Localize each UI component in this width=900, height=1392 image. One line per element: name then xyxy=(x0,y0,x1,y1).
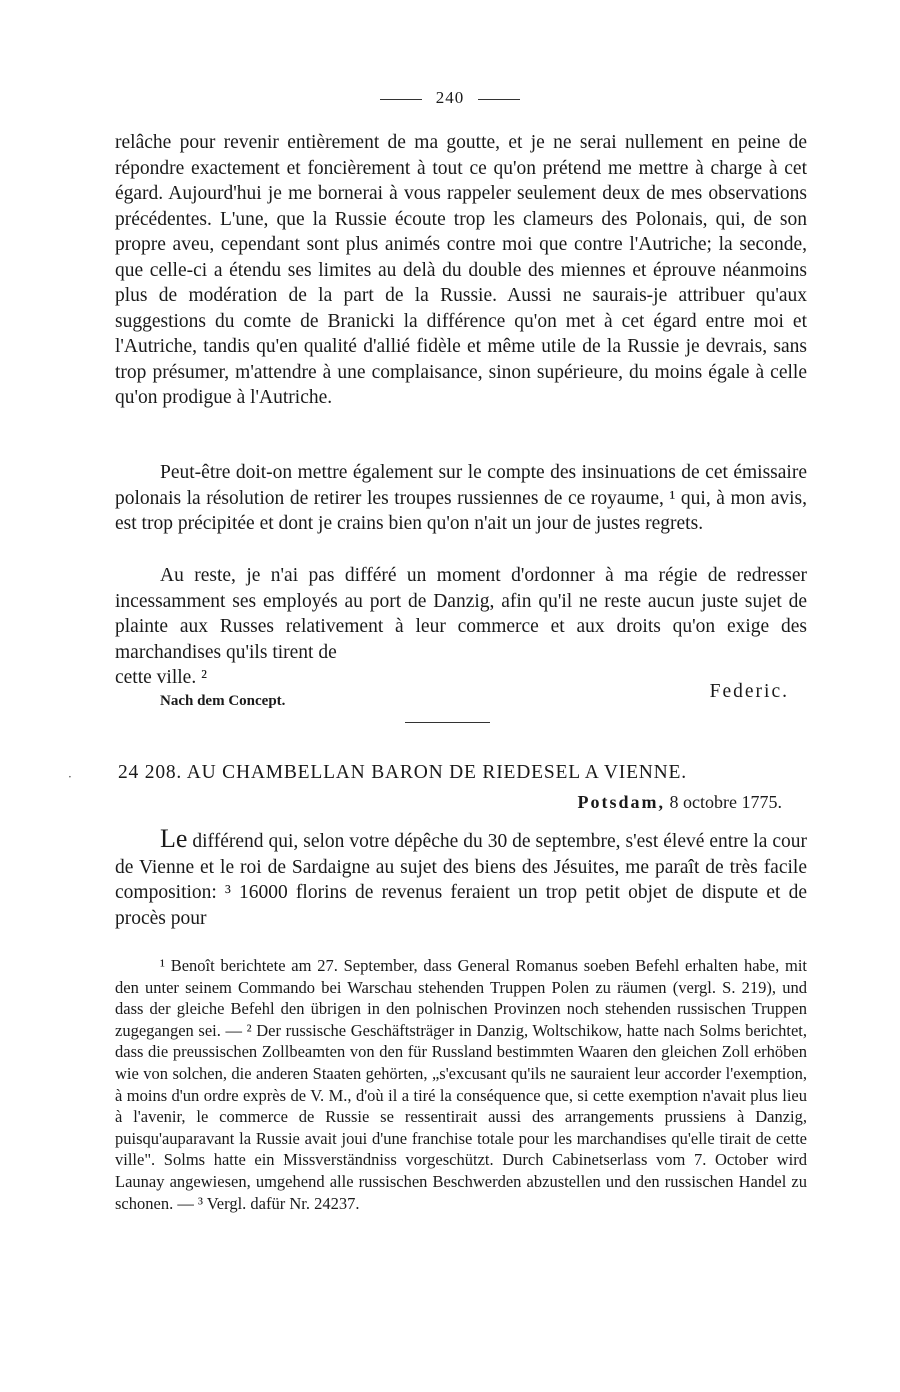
signature: Federic. xyxy=(709,681,789,702)
paragraph-1-text: relâche pour revenir entièrement de ma goutte, et je ne serai nullement en peine de répondre exactement et foncièrement à tout ce qu'on prétend me mettre à charge à cet égard. Aujourd'hui je me bornerai à vous rappeler seulement deux de mes observations précédentes. L'une, que la Russie écoute trop les clameurs des Polonais, qui, de son propre aveu, cependant sont plus animés contre moi que contre l'Autriche; la seconde, que celle-ci a étendu ses limites au delà du double des miennes et éprouve néanmoins plus de modération de la part de la Russie. Aussi ne saurais-je attribuer qu'aux suggestions du comte de Branicki la différence qu'on met à cet égard entre moi et l'Autriche, tandis qu'en qualité d'allié fidèle et même utile de la Russie je devrais, sans trop présumer, m'attendre à une complaisance, sinon supérieure, du moins égale à celle qu'on prodigue à l'Autriche. xyxy=(115,132,807,408)
source-note: Nach dem Concept. xyxy=(160,693,286,709)
closing-line: cette ville. ² xyxy=(115,667,207,688)
dateline xyxy=(578,792,782,813)
letter-body xyxy=(115,826,807,931)
page-number: 240 xyxy=(435,88,465,107)
letter-heading: 24 208. AU CHAMBELLAN BARON DE RIEDESEL A VIENNE. xyxy=(118,762,687,783)
footnotes xyxy=(115,955,807,1214)
header-rule-left xyxy=(380,99,422,100)
dateline-date: 8 octobre 1775. xyxy=(669,792,782,812)
paragraph-3-text: Au reste, je n'ai pas différé un moment d'ordonner à ma régie de redresser incessamment ses employés au port de Danzig, afin qu'il ne reste aucun juste sujet de plainte aux Russes relativement à leur commerce et aux droits qu'on exige des marchandises qu'ils tirent de xyxy=(115,565,807,663)
page-header xyxy=(0,88,900,108)
paragraph-1 xyxy=(115,130,807,411)
section-divider xyxy=(405,722,490,723)
letter-body-text xyxy=(115,826,807,931)
margin-mark: · xyxy=(68,770,72,784)
letter-dropcap: Le xyxy=(160,824,188,853)
paragraph-2-text: Peut-être doit-on mettre également sur le compte des insinuations de cet émissaire polonais la résolution de retirer les troupes russiennes de ce royaume, ¹ qui, à mon avis, est trop précipitée et dont je crains bien qu'on n'ait un jour de justes regrets. xyxy=(115,462,807,534)
footnote-text: ¹ Benoît berichtete am 27. September, dass General Romanus soeben Befehl erhalten habe, mit den unter seinem Commando bei Warschau stehenden Truppen Polen zu räumen (vergl. S. 219), und dass der gleiche Befehl den übrigen in den polnischen Provinzen noch stehenden russischen Truppen zugegangen sei. — ² Der russische Geschäftsträger in Danzig, Woltschikow, hatte nach Solms berichtet, dass die preussischen Zollbeamten von den für Russland bestimmten Waaren den gleichen Zoll erhöben wie von solchen, die anderen Staaten gehörten, „s'excusant qu'ils ne sauraient leur accorder l'exemption, à moins d'un ordre exprès de V. M., d'où il a tiré la conséquence que, si cette exemption n'avait plus lieu à l'avenir, le commerce de Russie se ressentirait aussi des arrangements prussiens à Danzig, puisqu'auparavant la Russie avait joui d'une franchise totale pour les marchandises qu'elle tirait de cette ville". Solms hatte ein Missverständniss vorgeschützt. Durch Cabinetserlass vom 7. October wird Launay angewiesen, umgehend alle russischen Beschwerden abzustellen und den russischen Handel zu schonen. — ³ Vergl. dafür Nr. 24237. xyxy=(115,956,807,1213)
paragraph-2 xyxy=(115,460,807,537)
paragraph-3 xyxy=(115,563,807,665)
dateline-place: Potsdam, xyxy=(577,792,666,812)
header-rule-right xyxy=(478,99,520,100)
letter-body-content: différend qui, selon votre dépêche du 30 de septembre, s'est élevé entre la cour de Vienne et le roi de Sardaigne au sujet des biens des Jésuites, me paraît de très facile composition: ³ 16000 florins de revenus feraient un trop petit objet de dispute et de procès pour xyxy=(115,831,807,929)
